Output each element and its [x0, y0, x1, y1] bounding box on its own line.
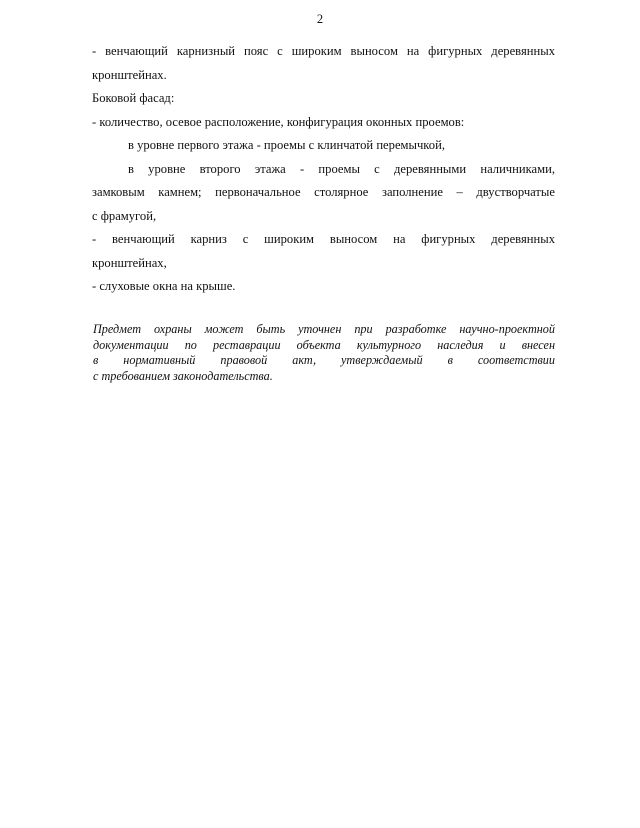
text-line: - количество, осевое расположение, конфигурация оконных проемов:	[92, 114, 465, 129]
note-line: Предмет охраны может быть уточнен при разработке научно-проектной	[93, 322, 555, 336]
note-line: документации по реставрации объекта культурного наследия и внесен	[93, 337, 555, 352]
text-line: - слуховые окна на крыше.	[92, 279, 236, 293]
protection-subject-text	[92, 40, 555, 299]
clarification-note	[93, 322, 555, 384]
note-line: с требованием законодательства.	[93, 368, 273, 383]
page-number: 2	[316, 12, 324, 26]
text-line: с фрамугой,	[92, 208, 157, 223]
text-line: кронштейнах,	[92, 255, 167, 270]
text-line: - венчающий карнизный пояс с широким выносом на фигурных деревянных	[92, 44, 555, 58]
text-line: замковым камнем; первоначальное столярное заполнение – двустворчатые	[92, 185, 555, 199]
text-line: кронштейнах.	[92, 67, 167, 82]
section-heading-side-facade: Боковой фасад:	[92, 91, 175, 105]
text-line: в уровне второго этажа - проемы с деревянными наличниками,	[128, 161, 555, 176]
note-line: в нормативный правовой акт, утверждаемый в соответствии	[93, 353, 555, 367]
text-line: в уровне первого этажа - проемы с клинчатой перемычкой,	[128, 138, 445, 152]
text-line: - венчающий карниз с широким выносом на фигурных деревянных	[92, 232, 555, 246]
